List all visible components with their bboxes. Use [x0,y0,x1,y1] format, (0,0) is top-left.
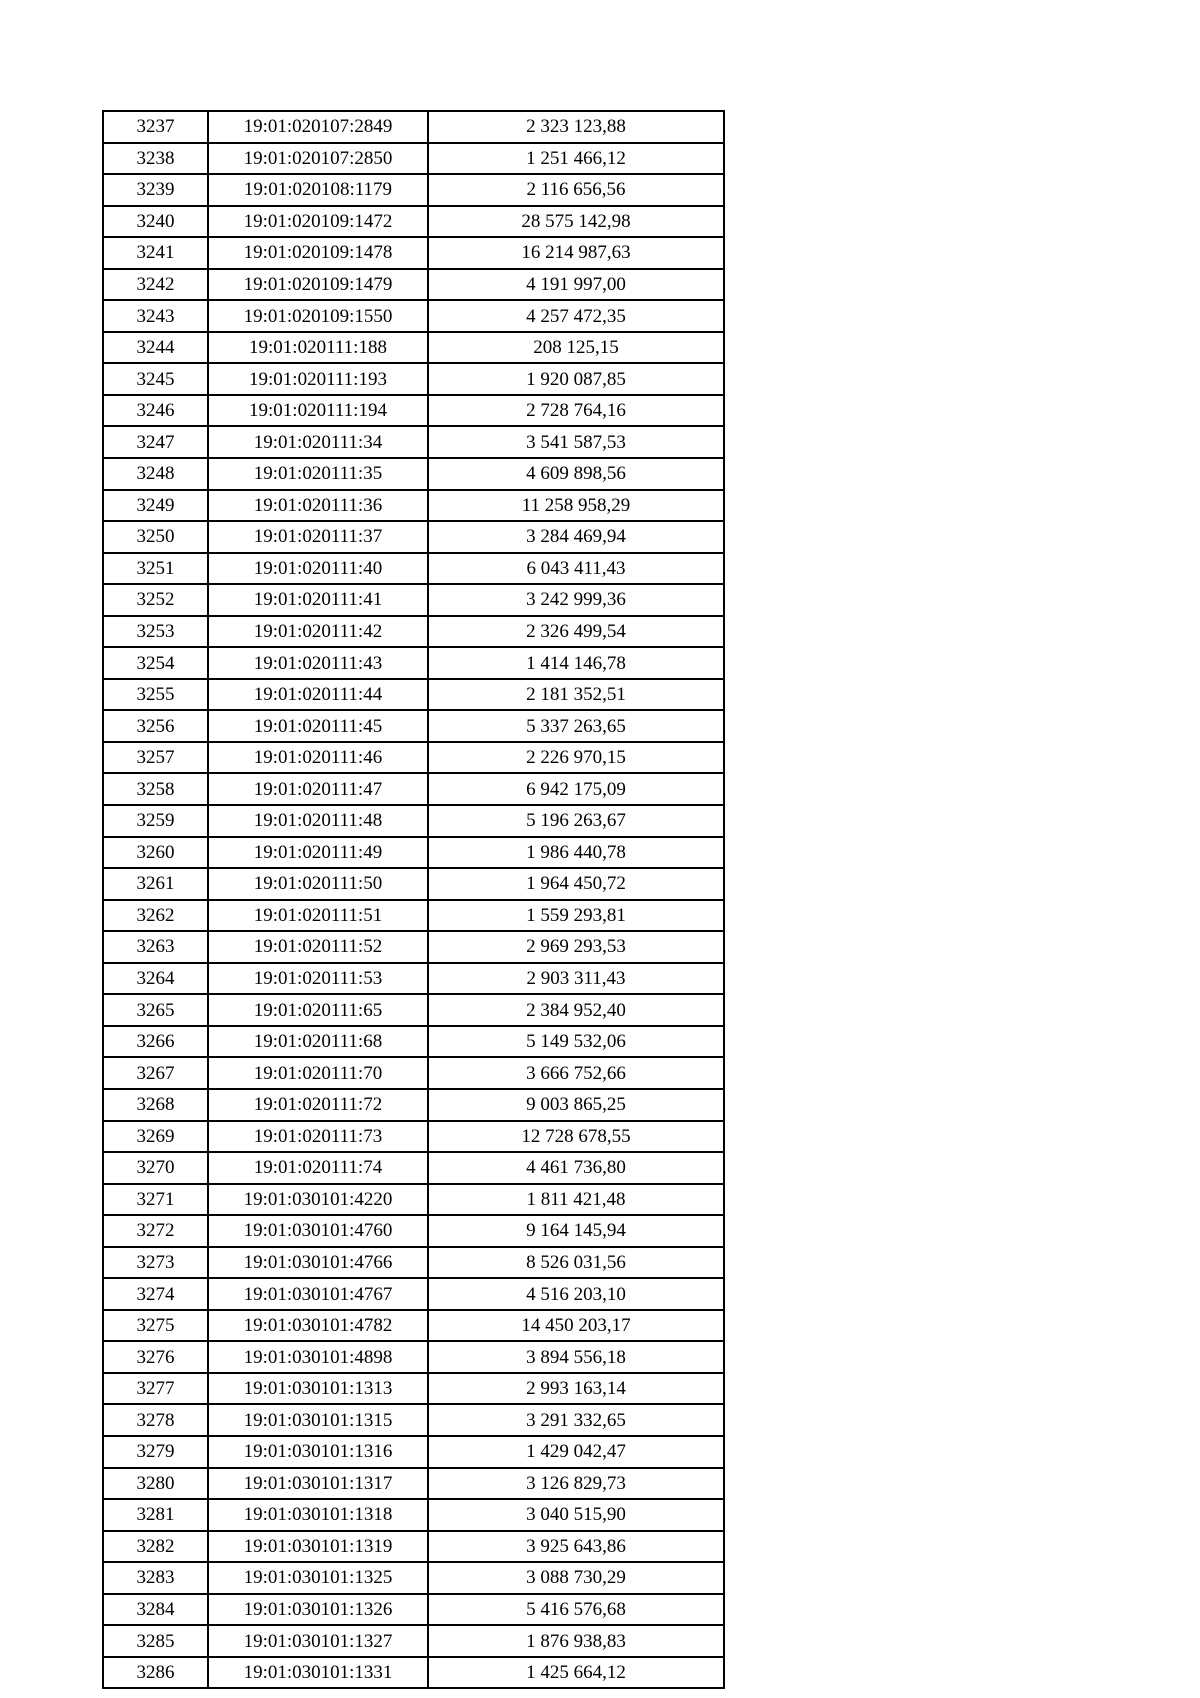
row-number-cell: 3270 [103,1152,208,1184]
cadastral-number-cell: 19:01:020109:1479 [208,269,428,301]
value-cell: 11 258 958,29 [428,490,724,522]
value-cell: 3 242 999,36 [428,584,724,616]
table-row [103,805,724,837]
table-row [103,521,724,553]
value-cell: 3 040 515,90 [428,1499,724,1531]
cadastral-number-cell: 19:01:030101:1325 [208,1562,428,1594]
cadastral-number-cell: 19:01:030101:4782 [208,1310,428,1342]
value-cell: 2 181 352,51 [428,679,724,711]
cadastral-number-cell: 19:01:020111:52 [208,931,428,963]
cadastral-number-cell: 19:01:030101:4766 [208,1247,428,1279]
row-number-cell: 3279 [103,1436,208,1468]
cadastral-number-cell: 19:01:020111:65 [208,994,428,1026]
table-row [103,1468,724,1500]
table-row [103,1026,724,1058]
row-number-cell: 3274 [103,1278,208,1310]
table-body [103,111,724,1688]
row-number-cell: 3244 [103,332,208,364]
row-number-cell: 3264 [103,963,208,995]
row-number-cell: 3272 [103,1215,208,1247]
value-cell: 4 609 898,56 [428,458,724,490]
table-row [103,174,724,206]
cadastral-number-cell: 19:01:020111:188 [208,332,428,364]
cadastral-number-cell: 19:01:020108:1179 [208,174,428,206]
value-cell: 3 284 469,94 [428,521,724,553]
row-number-cell: 3241 [103,237,208,269]
row-number-cell: 3280 [103,1468,208,1500]
row-number-cell: 3238 [103,143,208,175]
value-cell: 9 003 865,25 [428,1089,724,1121]
cadastral-number-cell: 19:01:030101:1326 [208,1594,428,1626]
table-row [103,1657,724,1689]
table-row [103,931,724,963]
row-number-cell: 3256 [103,710,208,742]
value-cell: 1 986 440,78 [428,837,724,869]
value-cell: 5 196 263,67 [428,805,724,837]
row-number-cell: 3265 [103,994,208,1026]
value-cell: 2 993 163,14 [428,1373,724,1405]
cadastral-number-cell: 19:01:020111:47 [208,773,428,805]
value-cell: 9 164 145,94 [428,1215,724,1247]
table-row [103,395,724,427]
cadastral-number-cell: 19:01:030101:1315 [208,1404,428,1436]
table-row [103,490,724,522]
value-cell: 2 116 656,56 [428,174,724,206]
value-cell: 1 920 087,85 [428,363,724,395]
table-row [103,143,724,175]
value-cell: 1 559 293,81 [428,900,724,932]
table-row [103,363,724,395]
row-number-cell: 3286 [103,1657,208,1689]
cadastral-number-cell: 19:01:020111:194 [208,395,428,427]
table-row [103,458,724,490]
row-number-cell: 3261 [103,868,208,900]
value-cell: 2 728 764,16 [428,395,724,427]
cadastral-number-cell: 19:01:020109:1472 [208,206,428,238]
table-row [103,679,724,711]
table-row [103,1310,724,1342]
row-number-cell: 3243 [103,300,208,332]
table-row [103,584,724,616]
value-cell: 8 526 031,56 [428,1247,724,1279]
row-number-cell: 3276 [103,1341,208,1373]
table-row [103,710,724,742]
row-number-cell: 3248 [103,458,208,490]
value-cell: 3 088 730,29 [428,1562,724,1594]
cadastral-number-cell: 19:01:020111:53 [208,963,428,995]
cadastral-number-cell: 19:01:020111:42 [208,616,428,648]
row-number-cell: 3259 [103,805,208,837]
value-cell: 1 251 466,12 [428,143,724,175]
value-cell: 4 461 736,80 [428,1152,724,1184]
table-row [103,1373,724,1405]
value-cell: 5 337 263,65 [428,710,724,742]
cadastral-number-cell: 19:01:020107:2849 [208,111,428,143]
value-cell: 2 226 970,15 [428,742,724,774]
row-number-cell: 3257 [103,742,208,774]
row-number-cell: 3237 [103,111,208,143]
row-number-cell: 3253 [103,616,208,648]
cadastral-number-cell: 19:01:030101:4220 [208,1184,428,1216]
value-cell: 6 043 411,43 [428,553,724,585]
value-cell: 2 969 293,53 [428,931,724,963]
value-cell: 3 126 829,73 [428,1468,724,1500]
cadastral-number-cell: 19:01:020111:51 [208,900,428,932]
cadastral-number-cell: 19:01:020107:2850 [208,143,428,175]
table-row [103,994,724,1026]
table-row [103,1215,724,1247]
table-row [103,206,724,238]
row-number-cell: 3245 [103,363,208,395]
table-row [103,300,724,332]
value-cell: 5 416 576,68 [428,1594,724,1626]
table-row [103,1625,724,1657]
row-number-cell: 3239 [103,174,208,206]
table-row [103,1152,724,1184]
value-cell: 3 894 556,18 [428,1341,724,1373]
row-number-cell: 3266 [103,1026,208,1058]
row-number-cell: 3285 [103,1625,208,1657]
row-number-cell: 3258 [103,773,208,805]
cadastral-number-cell: 19:01:020111:74 [208,1152,428,1184]
value-cell: 1 876 938,83 [428,1625,724,1657]
row-number-cell: 3247 [103,426,208,458]
cadastral-number-cell: 19:01:020111:45 [208,710,428,742]
row-number-cell: 3277 [103,1373,208,1405]
row-number-cell: 3275 [103,1310,208,1342]
table-row [103,1499,724,1531]
table-row [103,1531,724,1563]
cadastral-number-cell: 19:01:020111:49 [208,837,428,869]
table-row [103,1089,724,1121]
cadastral-number-cell: 19:01:020111:48 [208,805,428,837]
table-row [103,742,724,774]
table-row [103,1184,724,1216]
cadastral-number-cell: 19:01:020109:1550 [208,300,428,332]
cadastral-number-cell: 19:01:030101:4898 [208,1341,428,1373]
table-row [103,111,724,143]
cadastral-number-cell: 19:01:030101:1331 [208,1657,428,1689]
value-cell: 4 516 203,10 [428,1278,724,1310]
value-cell: 28 575 142,98 [428,206,724,238]
cadastral-number-cell: 19:01:030101:1313 [208,1373,428,1405]
row-number-cell: 3249 [103,490,208,522]
row-number-cell: 3254 [103,647,208,679]
value-cell: 3 541 587,53 [428,426,724,458]
value-cell: 2 323 123,88 [428,111,724,143]
cadastral-number-cell: 19:01:030101:1318 [208,1499,428,1531]
row-number-cell: 3273 [103,1247,208,1279]
value-cell: 3 666 752,66 [428,1057,724,1089]
value-cell: 1 964 450,72 [428,868,724,900]
row-number-cell: 3251 [103,553,208,585]
cadastral-number-cell: 19:01:020111:73 [208,1121,428,1153]
table-row [103,837,724,869]
cadastral-number-cell: 19:01:020111:44 [208,679,428,711]
cadastral-number-cell: 19:01:020111:50 [208,868,428,900]
row-number-cell: 3269 [103,1121,208,1153]
row-number-cell: 3267 [103,1057,208,1089]
table-row [103,1562,724,1594]
table-row [103,237,724,269]
table-row [103,1278,724,1310]
cadastral-number-cell: 19:01:020111:72 [208,1089,428,1121]
row-number-cell: 3250 [103,521,208,553]
table-row [103,1404,724,1436]
value-cell: 4 257 472,35 [428,300,724,332]
value-cell: 6 942 175,09 [428,773,724,805]
row-number-cell: 3255 [103,679,208,711]
cadastral-number-cell: 19:01:020111:68 [208,1026,428,1058]
cadastral-number-cell: 19:01:020111:70 [208,1057,428,1089]
value-cell: 2 384 952,40 [428,994,724,1026]
value-cell: 3 925 643,86 [428,1531,724,1563]
row-number-cell: 3282 [103,1531,208,1563]
table-row [103,553,724,585]
row-number-cell: 3246 [103,395,208,427]
cadastral-number-cell: 19:01:020109:1478 [208,237,428,269]
row-number-cell: 3263 [103,931,208,963]
row-number-cell: 3284 [103,1594,208,1626]
cadastral-number-cell: 19:01:020111:43 [208,647,428,679]
value-cell: 5 149 532,06 [428,1026,724,1058]
table-row [103,616,724,648]
value-cell: 2 903 311,43 [428,963,724,995]
row-number-cell: 3242 [103,269,208,301]
value-cell: 3 291 332,65 [428,1404,724,1436]
cadastral-number-cell: 19:01:020111:37 [208,521,428,553]
value-cell: 1 429 042,47 [428,1436,724,1468]
table-row [103,1247,724,1279]
table-row [103,269,724,301]
row-number-cell: 3262 [103,900,208,932]
table-row [103,868,724,900]
table-row [103,647,724,679]
row-number-cell: 3281 [103,1499,208,1531]
value-cell: 208 125,15 [428,332,724,364]
cadastral-number-cell: 19:01:030101:1319 [208,1531,428,1563]
table-row [103,963,724,995]
table-row [103,332,724,364]
row-number-cell: 3252 [103,584,208,616]
cadastral-number-cell: 19:01:030101:4767 [208,1278,428,1310]
cadastral-number-cell: 19:01:020111:40 [208,553,428,585]
cadastral-number-cell: 19:01:030101:4760 [208,1215,428,1247]
cadastral-number-cell: 19:01:020111:193 [208,363,428,395]
row-number-cell: 3240 [103,206,208,238]
cadastral-number-cell: 19:01:020111:34 [208,426,428,458]
table-row [103,900,724,932]
cadastral-number-cell: 19:01:030101:1317 [208,1468,428,1500]
cadastral-number-cell: 19:01:030101:1327 [208,1625,428,1657]
cadastral-number-cell: 19:01:020111:41 [208,584,428,616]
row-number-cell: 3271 [103,1184,208,1216]
value-cell: 1 425 664,12 [428,1657,724,1689]
row-number-cell: 3278 [103,1404,208,1436]
cadastral-number-cell: 19:01:020111:36 [208,490,428,522]
cadastral-value-table [102,110,725,1689]
value-cell: 1 414 146,78 [428,647,724,679]
cadastral-number-cell: 19:01:020111:35 [208,458,428,490]
cadastral-number-cell: 19:01:030101:1316 [208,1436,428,1468]
table-row [103,773,724,805]
row-number-cell: 3260 [103,837,208,869]
value-cell: 4 191 997,00 [428,269,724,301]
value-cell: 1 811 421,48 [428,1184,724,1216]
table-row [103,1057,724,1089]
table-row [103,1436,724,1468]
value-cell: 2 326 499,54 [428,616,724,648]
table-row [103,1341,724,1373]
table-row [103,426,724,458]
table-row [103,1594,724,1626]
value-cell: 16 214 987,63 [428,237,724,269]
table-row [103,1121,724,1153]
row-number-cell: 3268 [103,1089,208,1121]
value-cell: 14 450 203,17 [428,1310,724,1342]
value-cell: 12 728 678,55 [428,1121,724,1153]
cadastral-number-cell: 19:01:020111:46 [208,742,428,774]
row-number-cell: 3283 [103,1562,208,1594]
